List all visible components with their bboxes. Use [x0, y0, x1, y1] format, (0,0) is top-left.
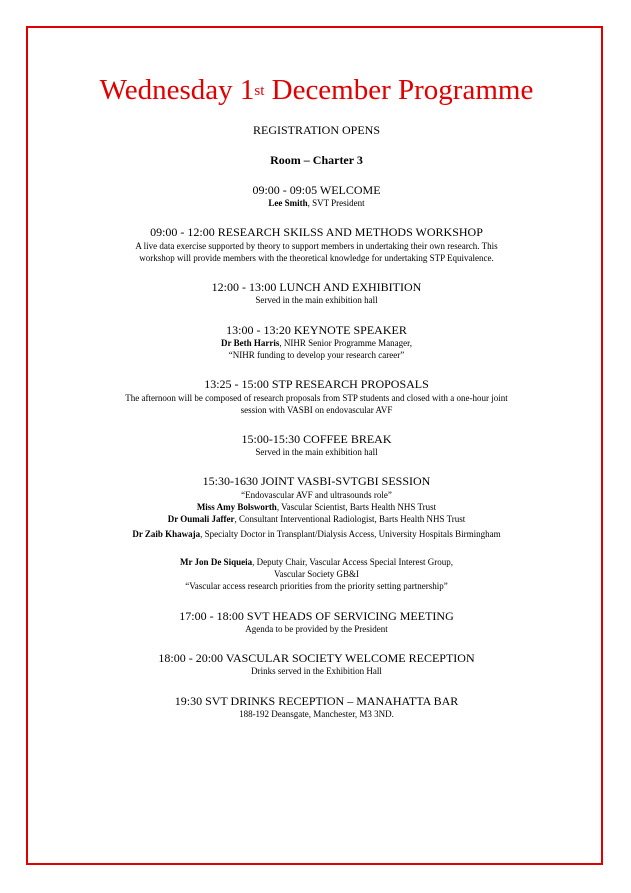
- joint-speaker-3: [28, 529, 605, 540]
- speaker-role: , SVT President: [307, 198, 365, 208]
- welcome-reception-detail: Drinks served in the Exhibition Hall: [251, 666, 382, 676]
- registration-notice: REGISTRATION OPENS: [252, 123, 380, 137]
- workshop-heading: 09:00 - 12:00 RESEARCH SKILSS AND METHODS WORKSHOP: [150, 225, 483, 239]
- keynote-talk: “NIHR funding to develop your research career”: [228, 350, 405, 360]
- lunch-detail: Served in the main exhibition hall: [255, 295, 378, 305]
- room-label: Room – Charter 3: [270, 153, 363, 167]
- welcome-heading: 09:00 - 09:05 WELCOME: [252, 183, 381, 197]
- speaker-name: Mr Jon De Siqueia: [179, 557, 253, 567]
- speaker-name: Lee Smith: [268, 198, 308, 208]
- workshop-description-1: A live data exercise supported by theory to support members in undertaking their own research. This: [135, 241, 498, 251]
- joint-session-talk-2: “Vascular access research priorities from the priority setting partnership”: [185, 581, 448, 591]
- title-superscript: st: [254, 83, 265, 99]
- speaker-role: , Consultant Interventional Radiologist, Barts Health NHS Trust: [234, 514, 466, 524]
- proposals-description-2: session with VASBI on endovascular AVF: [240, 405, 393, 415]
- speaker-name: Dr Beth Harris: [221, 338, 280, 348]
- speaker-name: Dr Zaib Khawaja: [132, 529, 201, 539]
- speaker-name: Miss Amy Bolsworth: [196, 502, 277, 512]
- joint-session-heading: 15:30-1630 JOINT VASBI-SVTGBI SESSION: [202, 474, 431, 488]
- proposals-description-1: The afternoon will be composed of research proposals from STP students and closed with a one-hour joint: [125, 393, 508, 403]
- coffee-heading: 15:00-15:30 COFFEE BREAK: [241, 432, 392, 446]
- drinks-reception-address: 188-192 Deansgate, Manchester, M3 3ND.: [239, 709, 394, 719]
- title-suffix: December Programme: [264, 74, 534, 106]
- joint-speaker-4-organisation: Vascular Society GB&I: [274, 569, 359, 579]
- page-title: [28, 72, 605, 108]
- keynote-speaker: [28, 338, 605, 349]
- speaker-role: , NIHR Senior Programme Manager,: [279, 338, 412, 348]
- speaker-role: , Vascular Scientist, Barts Health NHS Trust: [276, 502, 437, 512]
- joint-speaker-1: [28, 502, 605, 513]
- lunch-heading: 12:00 - 13:00 LUNCH AND EXHIBITION: [211, 280, 422, 294]
- drinks-reception-heading: 19:30 SVT DRINKS RECEPTION – MANAHATTA BAR: [174, 694, 459, 708]
- workshop-description-2: workshop will provide members with the theoretical knowledge for undertaking STP Equivalence.: [139, 253, 494, 263]
- joint-speaker-2: [28, 514, 605, 525]
- joint-session-talk: “Endovascular AVF and ultrasounds role”: [241, 490, 392, 500]
- keynote-heading: 13:00 - 13:20 KEYNOTE SPEAKER: [226, 323, 407, 337]
- heads-meeting-heading: 17:00 - 18:00 SVT HEADS OF SERVICING MEETING: [179, 609, 454, 623]
- title-prefix: Wednesday 1: [99, 74, 255, 106]
- joint-speaker-4: [28, 557, 605, 568]
- welcome-reception-heading: 18:00 - 20:00 VASCULAR SOCIETY WELCOME RECEPTION: [158, 651, 475, 665]
- speaker-role: , Deputy Chair, Vascular Access Special Interest Group,: [252, 557, 453, 567]
- coffee-detail: Served in the main exhibition hall: [255, 447, 378, 457]
- proposals-heading: 13:25 - 15:00 STP RESEARCH PROPOSALS: [204, 377, 429, 391]
- speaker-name: Dr Oumali Jaffer: [167, 514, 235, 524]
- speaker-role: , Specialty Doctor in Transplant/Dialysis Access, University Hospitals Birmingham: [200, 529, 501, 539]
- heads-meeting-detail: Agenda to be provided by the President: [245, 624, 388, 634]
- welcome-speaker: [28, 198, 605, 209]
